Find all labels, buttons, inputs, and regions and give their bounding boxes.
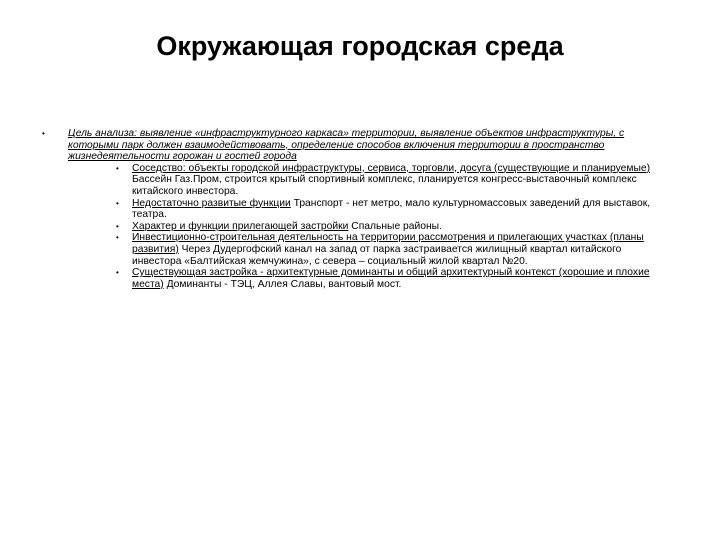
sub-item-heading: Инвестиционно-строительная деятельность на территории рассмотрения и прилегающих участках (планы развития) (132, 232, 644, 255)
sub-bullet-item (116, 267, 666, 290)
sub-item-body: Бассейн Газ.Пром, строится крытый спортивный комплекс, планируется конгресс-выставочный комплекс китайского инвестора. (132, 174, 637, 197)
bullet-marker: • (116, 268, 119, 278)
sub-bullet-list (116, 162, 666, 291)
sub-item-heading: Соседство: объекты городской инфраструктуры, сервиса, торговли, досуга (существующие и планируемые) (132, 162, 651, 174)
main-bullet-text: Цель анализа: выявление «инфраструктурного каркаса» территории, выявление объектов инфраструктуры, с которыми парк должен взаимодействовать, определение способов включения территории в пространство жизнедеятельности горожан и гостей города (68, 128, 625, 163)
sub-bullet-item (116, 220, 666, 233)
sub-bullet-item (116, 197, 666, 221)
slide-content (42, 128, 666, 290)
bullet-marker: • (116, 233, 119, 243)
sub-item-heading: Характер и функции прилегающей застройки (132, 220, 349, 232)
main-bullet-item (42, 128, 666, 163)
bullet-marker: • (116, 221, 119, 231)
sub-item-body: Доминанты - ТЭЦ, Аллея Славы, вантовый мост. (163, 278, 402, 290)
sub-bullet-item (116, 232, 666, 267)
bullet-marker: • (116, 198, 119, 208)
sub-item-body: Спальные районы. (348, 220, 442, 232)
sub-item-body: Транспорт - нет метро, мало культурномассовых заведений для выставок, театра. (132, 197, 651, 221)
bullet-marker: • (42, 129, 45, 138)
slide-title: Окружающая городская среда (156, 31, 564, 61)
sub-item-heading: Недостаточно развитые функции (132, 197, 291, 209)
sub-bullet-item (116, 162, 666, 198)
bullet-marker: • (116, 163, 119, 173)
sub-item-heading: Существующая застройка - архитектурные доминанты и общий архитектурный контекст (хорошие и плохие места) (132, 267, 650, 290)
sub-item-body: Через Дудергофский канал на запад от парка застраивается жилищный квартал китайского инвестора «Балтийская жемчужина», с севера – социальный жилой квартал №20. (132, 243, 622, 267)
